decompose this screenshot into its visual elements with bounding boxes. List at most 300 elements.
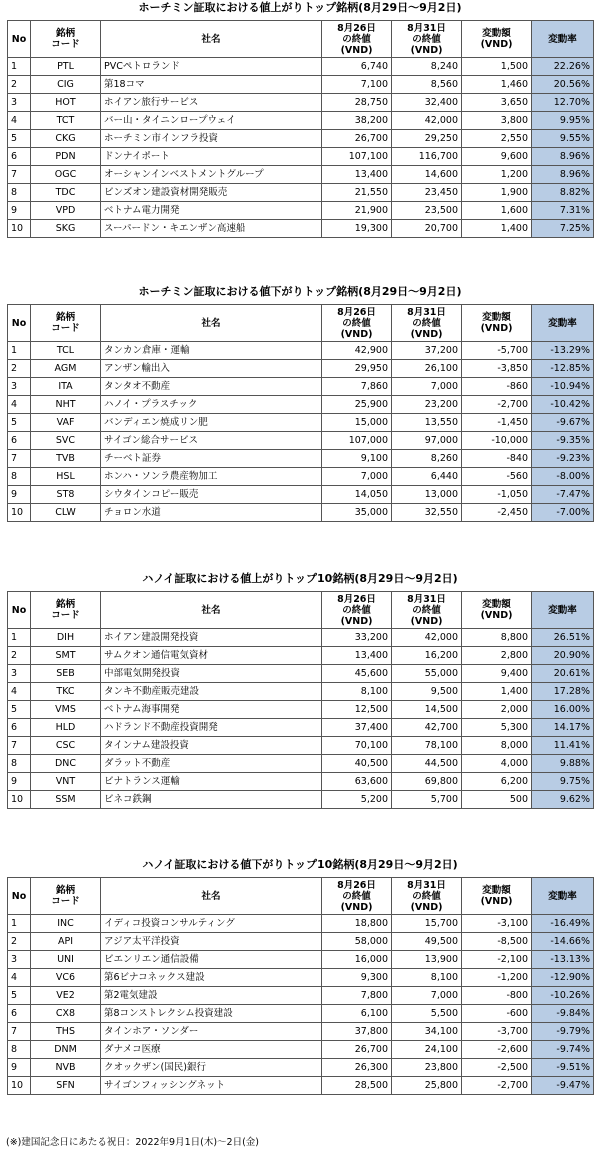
- header-close-aug31: 8月31日 の終値 (VND): [392, 592, 462, 629]
- header-change: 変動額 (VND): [462, 305, 532, 342]
- change-rate: 12.70%: [532, 94, 594, 112]
- header-company-name: 社名: [101, 21, 322, 58]
- stock-code: INC: [31, 915, 101, 933]
- stock-code: ITA: [31, 378, 101, 396]
- close-price-aug31: 20,700: [392, 220, 462, 238]
- price-change: -3,850: [462, 360, 532, 378]
- table-row: [8, 94, 594, 112]
- close-price-aug31: 8,100: [392, 969, 462, 987]
- stock-ranking-table: [7, 877, 594, 1095]
- stock-code: VE2: [31, 987, 101, 1005]
- stock-code: VC6: [31, 969, 101, 987]
- row-number: 5: [8, 130, 31, 148]
- close-price-aug26: 6,100: [322, 1005, 392, 1023]
- close-price-aug31: 8,260: [392, 450, 462, 468]
- stock-ranking-table: [7, 591, 594, 809]
- company-name: ビンズオン建設資材開発販売: [101, 184, 322, 202]
- price-change: -1,450: [462, 414, 532, 432]
- header-change-rate: 変動率: [532, 592, 594, 629]
- table-row: [8, 112, 594, 130]
- change-rate: -9.23%: [532, 450, 594, 468]
- price-change: 2,800: [462, 647, 532, 665]
- header-code: 銘柄 コード: [31, 21, 101, 58]
- close-price-aug31: 7,000: [392, 378, 462, 396]
- row-number: 9: [8, 202, 31, 220]
- company-name: ホンハ・ソンラ農産物加工: [101, 468, 322, 486]
- change-rate: 16.00%: [532, 701, 594, 719]
- stock-code: NVB: [31, 1059, 101, 1077]
- change-rate: -12.85%: [532, 360, 594, 378]
- header-company-name: 社名: [101, 878, 322, 915]
- price-change: -840: [462, 450, 532, 468]
- close-price-aug31: 13,000: [392, 486, 462, 504]
- table-row: [8, 773, 594, 791]
- header-close-aug26: 8月26日 の終値 (VND): [322, 592, 392, 629]
- close-price-aug31: 97,000: [392, 432, 462, 450]
- company-name: ダラット不動産: [101, 755, 322, 773]
- header-close-aug31: 8月31日 の終値 (VND): [392, 878, 462, 915]
- close-price-aug31: 13,900: [392, 951, 462, 969]
- change-rate: 20.61%: [532, 665, 594, 683]
- stock-code: TDC: [31, 184, 101, 202]
- table-row: [8, 933, 594, 951]
- stock-code: TKC: [31, 683, 101, 701]
- change-rate: -9.79%: [532, 1023, 594, 1041]
- stock-code: ST8: [31, 486, 101, 504]
- company-name: イディコ投資コンサルティング: [101, 915, 322, 933]
- header-change: 変動額 (VND): [462, 21, 532, 58]
- close-price-aug31: 14,600: [392, 166, 462, 184]
- company-name: ビエンリエン通信設備: [101, 951, 322, 969]
- row-number: 1: [8, 58, 31, 76]
- change-rate: -7.00%: [532, 504, 594, 522]
- stock-code: AGM: [31, 360, 101, 378]
- close-price-aug26: 33,200: [322, 629, 392, 647]
- close-price-aug31: 5,500: [392, 1005, 462, 1023]
- close-price-aug26: 25,900: [322, 396, 392, 414]
- close-price-aug26: 70,100: [322, 737, 392, 755]
- row-number: 6: [8, 1005, 31, 1023]
- change-rate: -9.47%: [532, 1077, 594, 1095]
- price-change: 1,400: [462, 683, 532, 701]
- close-price-aug26: 21,900: [322, 202, 392, 220]
- close-price-aug26: 13,400: [322, 647, 392, 665]
- stock-code: DNM: [31, 1041, 101, 1059]
- row-number: 7: [8, 1023, 31, 1041]
- row-number: 6: [8, 719, 31, 737]
- close-price-aug31: 24,100: [392, 1041, 462, 1059]
- header-change-rate: 変動率: [532, 878, 594, 915]
- company-name: シウタインコピー販売: [101, 486, 322, 504]
- change-rate: -13.29%: [532, 342, 594, 360]
- close-price-aug31: 78,100: [392, 737, 462, 755]
- stock-code: NHT: [31, 396, 101, 414]
- row-number: 1: [8, 342, 31, 360]
- close-price-aug31: 42,000: [392, 629, 462, 647]
- stock-code: VAF: [31, 414, 101, 432]
- stock-code: CLW: [31, 504, 101, 522]
- row-number: 8: [8, 755, 31, 773]
- row-number: 3: [8, 94, 31, 112]
- change-rate: 9.55%: [532, 130, 594, 148]
- close-price-aug31: 42,700: [392, 719, 462, 737]
- stock-code: VMS: [31, 701, 101, 719]
- stock-code: CKG: [31, 130, 101, 148]
- close-price-aug31: 8,560: [392, 76, 462, 94]
- header-company-name: 社名: [101, 305, 322, 342]
- close-price-aug26: 16,000: [322, 951, 392, 969]
- change-rate: 20.56%: [532, 76, 594, 94]
- change-rate: -9.35%: [532, 432, 594, 450]
- price-change: -560: [462, 468, 532, 486]
- table-header-row: [8, 305, 594, 342]
- table-row: [8, 1059, 594, 1077]
- table-row: [8, 969, 594, 987]
- price-change: 1,400: [462, 220, 532, 238]
- row-number: 6: [8, 432, 31, 450]
- close-price-aug26: 14,050: [322, 486, 392, 504]
- change-rate: 20.90%: [532, 647, 594, 665]
- company-name: ハノイ・プラスチック: [101, 396, 322, 414]
- table-row: [8, 665, 594, 683]
- close-price-aug26: 18,800: [322, 915, 392, 933]
- close-price-aug31: 23,500: [392, 202, 462, 220]
- row-number: 10: [8, 1077, 31, 1095]
- change-rate: -10.26%: [532, 987, 594, 1005]
- change-rate: 9.75%: [532, 773, 594, 791]
- stock-code: VNT: [31, 773, 101, 791]
- price-change: 5,300: [462, 719, 532, 737]
- price-change: -10,000: [462, 432, 532, 450]
- price-change: -2,700: [462, 1077, 532, 1095]
- close-price-aug31: 32,550: [392, 504, 462, 522]
- row-number: 7: [8, 450, 31, 468]
- table-header-row: [8, 592, 594, 629]
- row-number: 4: [8, 112, 31, 130]
- close-price-aug31: 23,800: [392, 1059, 462, 1077]
- row-number: 9: [8, 1059, 31, 1077]
- header-company-name: 社名: [101, 592, 322, 629]
- stock-code: SMT: [31, 647, 101, 665]
- close-price-aug31: 34,100: [392, 1023, 462, 1041]
- close-price-aug26: 38,200: [322, 112, 392, 130]
- header-close-aug31: 8月31日 の終値 (VND): [392, 21, 462, 58]
- price-change: -3,100: [462, 915, 532, 933]
- company-name: スーパードン・キエンザン高速船: [101, 220, 322, 238]
- stock-code: CIG: [31, 76, 101, 94]
- stock-code: UNI: [31, 951, 101, 969]
- section-title: ハノイ証取における値上がりトップ10銘柄(8月29日～9月2日): [142, 572, 458, 585]
- stock-code: VPD: [31, 202, 101, 220]
- table-header-row: [8, 878, 594, 915]
- change-rate: -9.74%: [532, 1041, 594, 1059]
- change-rate: 22.26%: [532, 58, 594, 76]
- header-code: 銘柄 コード: [31, 592, 101, 629]
- close-price-aug26: 107,000: [322, 432, 392, 450]
- change-rate: -13.13%: [532, 951, 594, 969]
- table-row: [8, 629, 594, 647]
- close-price-aug31: 15,700: [392, 915, 462, 933]
- company-name: 第6ビナコネックス建設: [101, 969, 322, 987]
- company-name: アジア太平洋投資: [101, 933, 322, 951]
- company-name: タンカン倉庫・運輸: [101, 342, 322, 360]
- table-row: [8, 414, 594, 432]
- table-header-row: [8, 21, 594, 58]
- close-price-aug31: 37,200: [392, 342, 462, 360]
- close-price-aug26: 26,700: [322, 1041, 392, 1059]
- header-close-aug26: 8月26日 の終値 (VND): [322, 21, 392, 58]
- section-title: ハノイ証取における値下がりトップ10銘柄(8月29日～9月2日): [142, 858, 458, 871]
- table-row: [8, 1041, 594, 1059]
- change-rate: -10.94%: [532, 378, 594, 396]
- close-price-aug26: 35,000: [322, 504, 392, 522]
- price-change: 9,600: [462, 148, 532, 166]
- price-change: -1,050: [462, 486, 532, 504]
- close-price-aug31: 42,000: [392, 112, 462, 130]
- change-rate: -8.00%: [532, 468, 594, 486]
- row-number: 2: [8, 360, 31, 378]
- price-change: 1,600: [462, 202, 532, 220]
- table-row: [8, 342, 594, 360]
- price-change: -2,600: [462, 1041, 532, 1059]
- header-change: 変動額 (VND): [462, 592, 532, 629]
- price-change: -8,500: [462, 933, 532, 951]
- stock-code: SVC: [31, 432, 101, 450]
- section-title: ホーチミン証取における値下がりトップ銘柄(8月29日～9月2日): [138, 285, 462, 298]
- close-price-aug31: 13,550: [392, 414, 462, 432]
- price-change: 4,000: [462, 755, 532, 773]
- company-name: バー山・タイニンロープウェイ: [101, 112, 322, 130]
- table-row: [8, 220, 594, 238]
- company-name: チョロン水道: [101, 504, 322, 522]
- close-price-aug31: 32,400: [392, 94, 462, 112]
- change-rate: 9.95%: [532, 112, 594, 130]
- company-name: サイゴンフィッシングネット: [101, 1077, 322, 1095]
- price-change: -3,700: [462, 1023, 532, 1041]
- company-name: 第8コンストレクシム投資建設: [101, 1005, 322, 1023]
- close-price-aug31: 26,100: [392, 360, 462, 378]
- change-rate: 14.17%: [532, 719, 594, 737]
- table-row: [8, 987, 594, 1005]
- stock-code: HLD: [31, 719, 101, 737]
- company-name: ダナメコ医療: [101, 1041, 322, 1059]
- company-name: ハドランド不動産投資開発: [101, 719, 322, 737]
- table-row: [8, 58, 594, 76]
- close-price-aug26: 12,500: [322, 701, 392, 719]
- table-row: [8, 396, 594, 414]
- table-row: [8, 719, 594, 737]
- close-price-aug26: 5,200: [322, 791, 392, 809]
- stock-code: DNC: [31, 755, 101, 773]
- row-number: 9: [8, 773, 31, 791]
- price-change: 500: [462, 791, 532, 809]
- row-number: 10: [8, 504, 31, 522]
- company-name: タンタオ不動産: [101, 378, 322, 396]
- stock-code: CSC: [31, 737, 101, 755]
- change-rate: -9.84%: [532, 1005, 594, 1023]
- close-price-aug26: 26,300: [322, 1059, 392, 1077]
- company-name: PVCペトロランド: [101, 58, 322, 76]
- table-row: [8, 1023, 594, 1041]
- change-rate: -14.66%: [532, 933, 594, 951]
- stock-code: SKG: [31, 220, 101, 238]
- close-price-aug31: 9,500: [392, 683, 462, 701]
- change-rate: 8.96%: [532, 148, 594, 166]
- change-rate: 8.96%: [532, 166, 594, 184]
- price-change: 9,400: [462, 665, 532, 683]
- price-change: 2,000: [462, 701, 532, 719]
- price-change: -2,700: [462, 396, 532, 414]
- close-price-aug31: 23,200: [392, 396, 462, 414]
- stock-ranking-table: [7, 304, 594, 522]
- close-price-aug26: 42,900: [322, 342, 392, 360]
- close-price-aug31: 7,000: [392, 987, 462, 1005]
- table-row: [8, 755, 594, 773]
- close-price-aug31: 69,800: [392, 773, 462, 791]
- company-name: チーベト証券: [101, 450, 322, 468]
- row-number: 3: [8, 665, 31, 683]
- stock-code: TVB: [31, 450, 101, 468]
- table-row: [8, 791, 594, 809]
- stock-code: API: [31, 933, 101, 951]
- company-name: バンディエン焼成リン肥: [101, 414, 322, 432]
- change-rate: 8.82%: [532, 184, 594, 202]
- close-price-aug26: 7,100: [322, 76, 392, 94]
- close-price-aug31: 55,000: [392, 665, 462, 683]
- price-change: -1,200: [462, 969, 532, 987]
- close-price-aug26: 40,500: [322, 755, 392, 773]
- stock-code: DIH: [31, 629, 101, 647]
- header-no: No: [8, 305, 31, 342]
- company-name: 第2電気建設: [101, 987, 322, 1005]
- company-name: ビナトランス運輸: [101, 773, 322, 791]
- header-no: No: [8, 592, 31, 629]
- table-row: [8, 504, 594, 522]
- change-rate: 17.28%: [532, 683, 594, 701]
- table-row: [8, 737, 594, 755]
- table-row: [8, 701, 594, 719]
- price-change: 3,800: [462, 112, 532, 130]
- row-number: 5: [8, 701, 31, 719]
- close-price-aug31: 5,700: [392, 791, 462, 809]
- header-close-aug26: 8月26日 の終値 (VND): [322, 305, 392, 342]
- stock-ranking-table: [7, 20, 594, 238]
- table-row: [8, 683, 594, 701]
- stock-code: THS: [31, 1023, 101, 1041]
- table-row: [8, 486, 594, 504]
- change-rate: 26.51%: [532, 629, 594, 647]
- close-price-aug31: 25,800: [392, 1077, 462, 1095]
- row-number: 3: [8, 378, 31, 396]
- price-change: 8,000: [462, 737, 532, 755]
- stock-code: HSL: [31, 468, 101, 486]
- stock-code: HOT: [31, 94, 101, 112]
- company-name: ベトナム海事開発: [101, 701, 322, 719]
- footnote: (※)建国記念日にあたる祝日：2022年9月1日(木)～2日(金): [6, 1137, 260, 1148]
- row-number: 7: [8, 166, 31, 184]
- table-row: [8, 202, 594, 220]
- close-price-aug26: 21,550: [322, 184, 392, 202]
- company-name: サムクオン通信電気資材: [101, 647, 322, 665]
- price-change: 1,200: [462, 166, 532, 184]
- change-rate: 9.62%: [532, 791, 594, 809]
- table-row: [8, 1077, 594, 1095]
- change-rate: 7.25%: [532, 220, 594, 238]
- close-price-aug26: 15,000: [322, 414, 392, 432]
- table-row: [8, 432, 594, 450]
- change-rate: -10.42%: [532, 396, 594, 414]
- close-price-aug31: 14,500: [392, 701, 462, 719]
- price-change: -5,700: [462, 342, 532, 360]
- stock-code: PDN: [31, 148, 101, 166]
- row-number: 4: [8, 683, 31, 701]
- table-row: [8, 378, 594, 396]
- price-change: -800: [462, 987, 532, 1005]
- stock-code: TCL: [31, 342, 101, 360]
- stock-code: CX8: [31, 1005, 101, 1023]
- price-change: -2,450: [462, 504, 532, 522]
- company-name: ベトナム電力開発: [101, 202, 322, 220]
- close-price-aug31: 23,450: [392, 184, 462, 202]
- table-row: [8, 951, 594, 969]
- header-close-aug26: 8月26日 の終値 (VND): [322, 878, 392, 915]
- close-price-aug26: 13,400: [322, 166, 392, 184]
- close-price-aug31: 8,240: [392, 58, 462, 76]
- row-number: 4: [8, 969, 31, 987]
- table-row: [8, 1005, 594, 1023]
- close-price-aug26: 37,400: [322, 719, 392, 737]
- price-change: 8,800: [462, 629, 532, 647]
- close-price-aug26: 63,600: [322, 773, 392, 791]
- stock-code: SSM: [31, 791, 101, 809]
- company-name: タンキ不動産販売建設: [101, 683, 322, 701]
- change-rate: 11.41%: [532, 737, 594, 755]
- close-price-aug31: 44,500: [392, 755, 462, 773]
- change-rate: -7.47%: [532, 486, 594, 504]
- close-price-aug31: 29,250: [392, 130, 462, 148]
- table-row: [8, 360, 594, 378]
- price-change: 1,500: [462, 58, 532, 76]
- stock-code: TCT: [31, 112, 101, 130]
- row-number: 10: [8, 791, 31, 809]
- row-number: 1: [8, 629, 31, 647]
- company-name: ドンナイポート: [101, 148, 322, 166]
- close-price-aug31: 16,200: [392, 647, 462, 665]
- price-change: 1,900: [462, 184, 532, 202]
- price-change: -2,100: [462, 951, 532, 969]
- close-price-aug31: 116,700: [392, 148, 462, 166]
- header-no: No: [8, 21, 31, 58]
- close-price-aug26: 58,000: [322, 933, 392, 951]
- price-change: -860: [462, 378, 532, 396]
- table-row: [8, 450, 594, 468]
- close-price-aug26: 45,600: [322, 665, 392, 683]
- table-row: [8, 647, 594, 665]
- table-row: [8, 166, 594, 184]
- price-change: 1,460: [462, 76, 532, 94]
- close-price-aug26: 7,000: [322, 468, 392, 486]
- company-name: アンザン輸出入: [101, 360, 322, 378]
- company-name: 第18コマ: [101, 76, 322, 94]
- price-change: -2,500: [462, 1059, 532, 1077]
- price-change: 6,200: [462, 773, 532, 791]
- row-number: 1: [8, 915, 31, 933]
- price-change: -600: [462, 1005, 532, 1023]
- company-name: クオックザン(国民)銀行: [101, 1059, 322, 1077]
- close-price-aug26: 6,740: [322, 58, 392, 76]
- close-price-aug26: 9,300: [322, 969, 392, 987]
- row-number: 10: [8, 220, 31, 238]
